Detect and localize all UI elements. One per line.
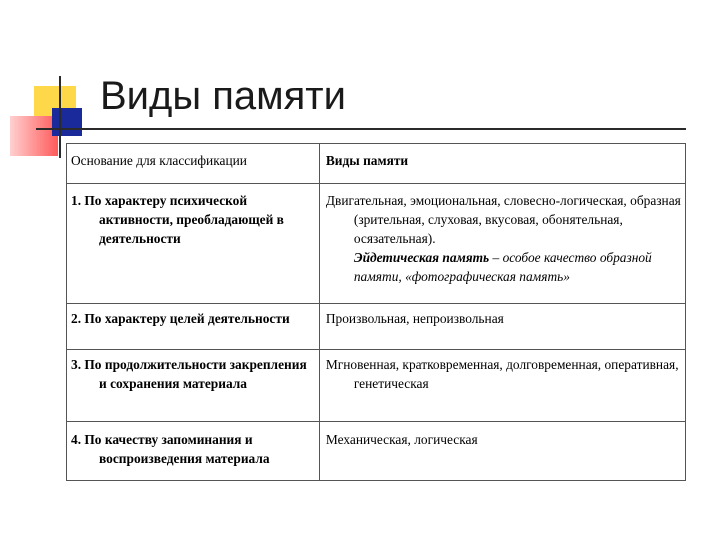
table-row	[67, 304, 686, 350]
row-basis: 1. По характеру психической активности, преобладающей в деятельности	[71, 193, 284, 246]
eidetic-memory-term: Эйдетическая память	[353, 250, 490, 265]
decor-vertical-line	[59, 76, 61, 158]
decor-blue-square	[52, 108, 82, 136]
header-basis: Основание для классификации	[67, 144, 320, 184]
table-row	[67, 350, 686, 422]
title-underline	[36, 128, 686, 130]
header-types: Виды памяти	[319, 144, 685, 184]
row-basis: 3. По продолжительности закрепления и сохранения материала	[71, 357, 307, 391]
row-types: Механическая, логическая	[325, 432, 478, 447]
row-types: Двигательная, эмоциональная, словесно-логическая, образная (зрительная, слуховая, вкусовая, обонятельная, осязательная). Эйдетическая память – особое качество образной памяти, «фотографическая память»	[325, 193, 681, 284]
slide-title: Виды памяти	[100, 74, 346, 118]
row-types: Мгновенная, кратковременная, долговременная, оперативная, генетическая	[325, 357, 679, 391]
row-basis: 2. По характеру целей деятельности	[71, 311, 290, 326]
table-row	[67, 422, 686, 481]
row-types: Произвольная, непроизвольная	[325, 311, 504, 326]
table-row	[67, 184, 686, 304]
memory-classification-table	[66, 143, 686, 481]
decor-red-square	[10, 116, 58, 156]
row-basis: 4. По качеству запоминания и воспроизведения материала	[71, 432, 270, 466]
eidetic-memory-note: – особое качество образной памяти, «фотографическая память»	[353, 250, 652, 284]
table-header-row	[67, 144, 686, 184]
